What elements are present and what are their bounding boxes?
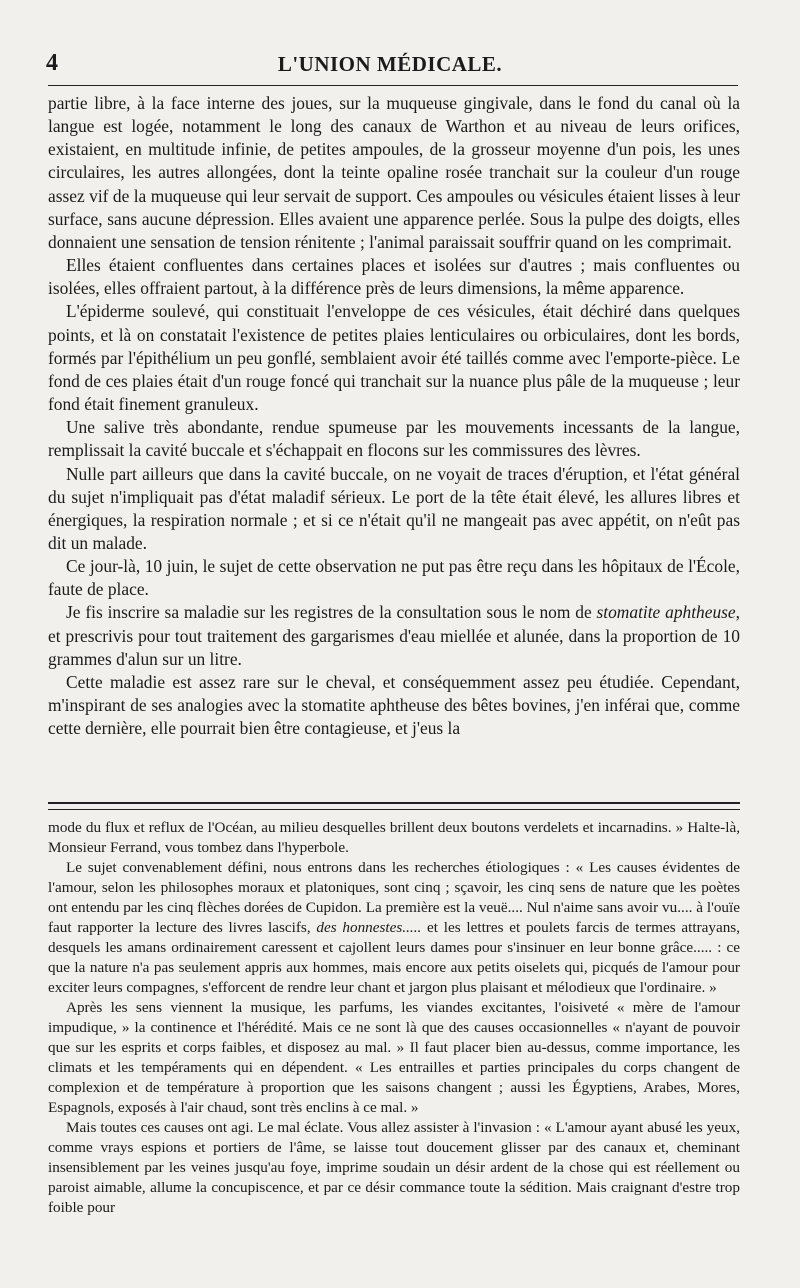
- paragraph: [48, 858, 740, 998]
- page-header: [40, 44, 740, 80]
- paragraph: Mais toutes ces causes ont agi. Le mal éclate. Vous allez assister à l'invasion : « L'amour ayant abusé les yeux, comme vrays espions et portiers de l'âme, se laisse tout doucement glisser par des canaux et, cheminant insensiblement par les veines jusqu'au foye, imprime soudain un désir ardent de la chose qui est réellement ou paroist aimable, allume la concupiscence, et par ce désir commance toute la sédition. Mais craignant d'estre trop foible pour: [48, 1119, 740, 1216]
- feuilleton-text: [48, 818, 740, 1218]
- feuilleton-separator: [48, 802, 740, 810]
- header-rule: [48, 85, 738, 86]
- paragraph: L'épiderme soulevé, qui constituait l'enveloppe de ces vésicules, était déchiré dans quelques points, et là on constatait l'existence de petites plaies lenticulaires ou orbiculaires, dont les bords, formés par l'épithélium un peu gonflé, semblaient avoir été taillés comme avec l'emporte-pièce. Le fond de ces plaies était d'un rouge foncé qui tranchait sur la nuance plus pâle de la muqueuse ; leur fond était finement granuleux.: [48, 301, 740, 415]
- paragraph-text: Le sujet convenablement défini, nous entrons dans les recherches étiologiques : « Les causes évidentes de l'amour, selon les philosophes moraux et platoniques, sont cinq ; sçavoir, les cinq sens de nature que les poètes ont entendu par les cinq flèches dorées de Cupidon. La première est la veuë.... Nul n'aime sans avoir vu.... à l'ouïe faut rapporter la lecture des livres lascifs,: [48, 859, 740, 936]
- paragraph: mode du flux et reflux de l'Océan, au milieu desquelles brillent deux boutons verdelets et incarnadins. » Halte-là, Monsieur Ferrand, vous tombez dans l'hyperbole.: [48, 819, 740, 856]
- paragraph: Elles étaient confluentes dans certaines places et isolées sur d'autres ; mais confluentes ou isolées, elles offraient partout, à la différence près de leurs dimensions, la même apparence.: [48, 255, 740, 299]
- paragraph: Nulle part ailleurs que dans la cavité buccale, on ne voyait de traces d'éruption, et l'état général du sujet n'impliquait pas d'état maladif sérieux. Le port de la tête était élevé, les allures libres et énergiques, la respiration normale ; et si ce n'était qu'il ne mangeait pas avec appétit, on n'eût pas dit un malade.: [48, 463, 740, 553]
- paragraph: Une salive très abondante, rendue spumeuse par les mouvements incessants de la langue, remplissait la cavité buccale et s'échappait en flocons sur les commissures des lèvres.: [48, 417, 740, 461]
- italic-term: des honnestes.....: [316, 919, 422, 936]
- running-title: L'UNION MÉDICALE.: [277, 52, 503, 76]
- paragraph-text: et les lettres et poulets farcis de termes attrayans, desquels les amans ordinairement caressent et cajollent leurs dames pour s'insinuer en leur bonne grâce..... : ce que la nature n'a pas seulement appris aux hommes, mais encore aux petits oiselets qui, picqués de l'amour pour exciter leurs compagnes, s'efforcent de rendre leur chant et jargon plus plaisant et mélodieux que l'ordinaire. »: [48, 919, 741, 996]
- paragraph: Après les sens viennent la musique, les parfums, les viandes excitantes, l'oisiveté « mère de l'amour impudique, » la continence et l'hérédité. Mais ce ne sont là que des causes occasionnelles « n'ayant de pouvoir que sur les esprits et corps faibles, et disposez au mal. » Il faut placer bien au-dessus, comme importance, les climats et les tempéraments qui en dépendent. « Les entrailles et parties principales du corps changent de complexion et de température à proportion que les saisons changent ; aussi les Égyptiens, Arabes, Mores, Espagnols, exposés à l'air chaud, sont très enclins à ce mal. »: [48, 999, 740, 1116]
- main-text: [48, 92, 740, 740]
- paragraph: Ce jour-là, 10 juin, le sujet de cette observation ne put pas être reçu dans les hôpitaux de l'École, faute de place.: [48, 556, 740, 600]
- paragraph: partie libre, à la face interne des joues, sur la muqueuse gingivale, dans le fond du canal où la langue est logée, notamment le long des canaux de Warthon et au niveau de leurs orifices, existaient, en multitude infinie, de petites ampoules, de la grosseur moyenne d'un pois, les unes circulaires, les autres allongées, dont la teinte opaline rosée tranchait sur la couleur d'un rouge assez vif de la muqueuse qui leur servait de support. Ces ampoules ou vésicules étaient lisses à leur surface, sans aucune dépression. Elles avaient une apparence perlée. Sous la pulpe des doigts, elles donnaient une sensation de tension rénitente ; l'animal paraissait souffrir quand on les comprimait.: [48, 93, 740, 252]
- paragraph-text: , et prescrivis pour tout traitement des gargarismes d'eau miellée et alunée, dans la proportion de 10 grammes d'alun sur un litre.: [48, 602, 740, 669]
- page-number: 4: [46, 50, 58, 76]
- paragraph: [48, 601, 740, 670]
- italic-term: stomatite aphtheuse: [596, 602, 736, 623]
- paragraph-text: Je fis inscrire sa maladie sur les registres de la consultation sous le nom de: [66, 602, 597, 623]
- paragraph: Cette maladie est assez rare sur le cheval, et conséquemment assez peu étudiée. Cependant, m'inspirant de ses analogies avec la stomatite aphtheuse des bêtes bovines, j'en inférai que, comme cette dernière, elle pourrait bien être contagieuse, et j'eus la: [48, 671, 740, 739]
